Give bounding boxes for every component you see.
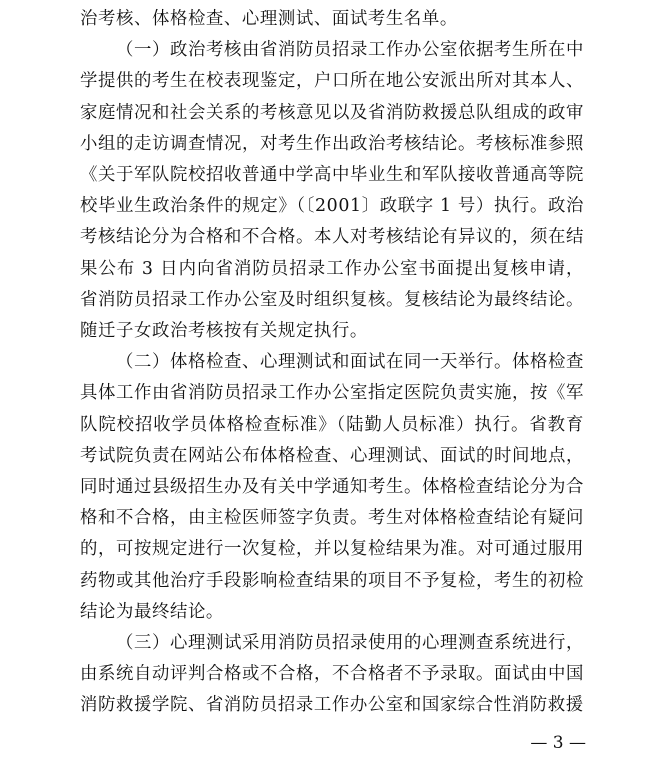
paragraph-political-review: （一）政治考核由省消防员招录工作办公室依据考生所在中学提供的考生在校表现鉴定，户口所在地公安派出所对其本人、家庭情况和社会关系的考核意见以及省消防救援总队组成的政审小组的走访调查情况，对考生作出政治考核结论。考核标准参照《关于军队院校招收普通中学高中毕业生和军队接收普通高等院校毕业生政治条件的规定》（〔2001〕政联字 1 号）执行。政治考核结论分为合格和不合格。本人对考核结论有异议的，须在结果公布 3 日内向省消防员招录工作办公室书面提出复核申请，省消防员招录工作办公室及时组织复核。复核结论为最终结论。随迁子女政治考核按有关规定执行。 bbox=[80, 40, 584, 342]
paragraph-physical-exam: （二）体格检查、心理测试和面试在同一天举行。体格检查具体工作由省消防员招录工作办公室指定医院负责实施，按《军队院校招收学员体格检查标准》（陆勤人员标准）执行。省教育考试院负责在网站公布体格检查、心理测试、面试的时间地点，同时通过县级招生办及有关中学通知考生。体格检查结论分为合格和不合格，由主检医师签字负责。考生对体格检查结论有疑问的，可按规定进行一次复检，并以复检结果为准。对可通过服用药物或其他治疗手段影响检查结果的项目不予复检，考生的初检结论为最终结论。 bbox=[80, 352, 584, 622]
paragraph-continuation: 治考核、体格检查、心理测试、面试考生名单。 bbox=[80, 9, 458, 29]
document-page bbox=[80, 4, 584, 722]
paragraph-psych-test: （三）心理测试采用消防员招录使用的心理测查系统进行，由系统自动评判合格或不合格，不合格者不予录取。面试由中国消防救援学院、省消防员招录工作办公室和国家综合性消防救援 bbox=[80, 633, 584, 716]
page-number: — 3 — bbox=[530, 733, 586, 753]
